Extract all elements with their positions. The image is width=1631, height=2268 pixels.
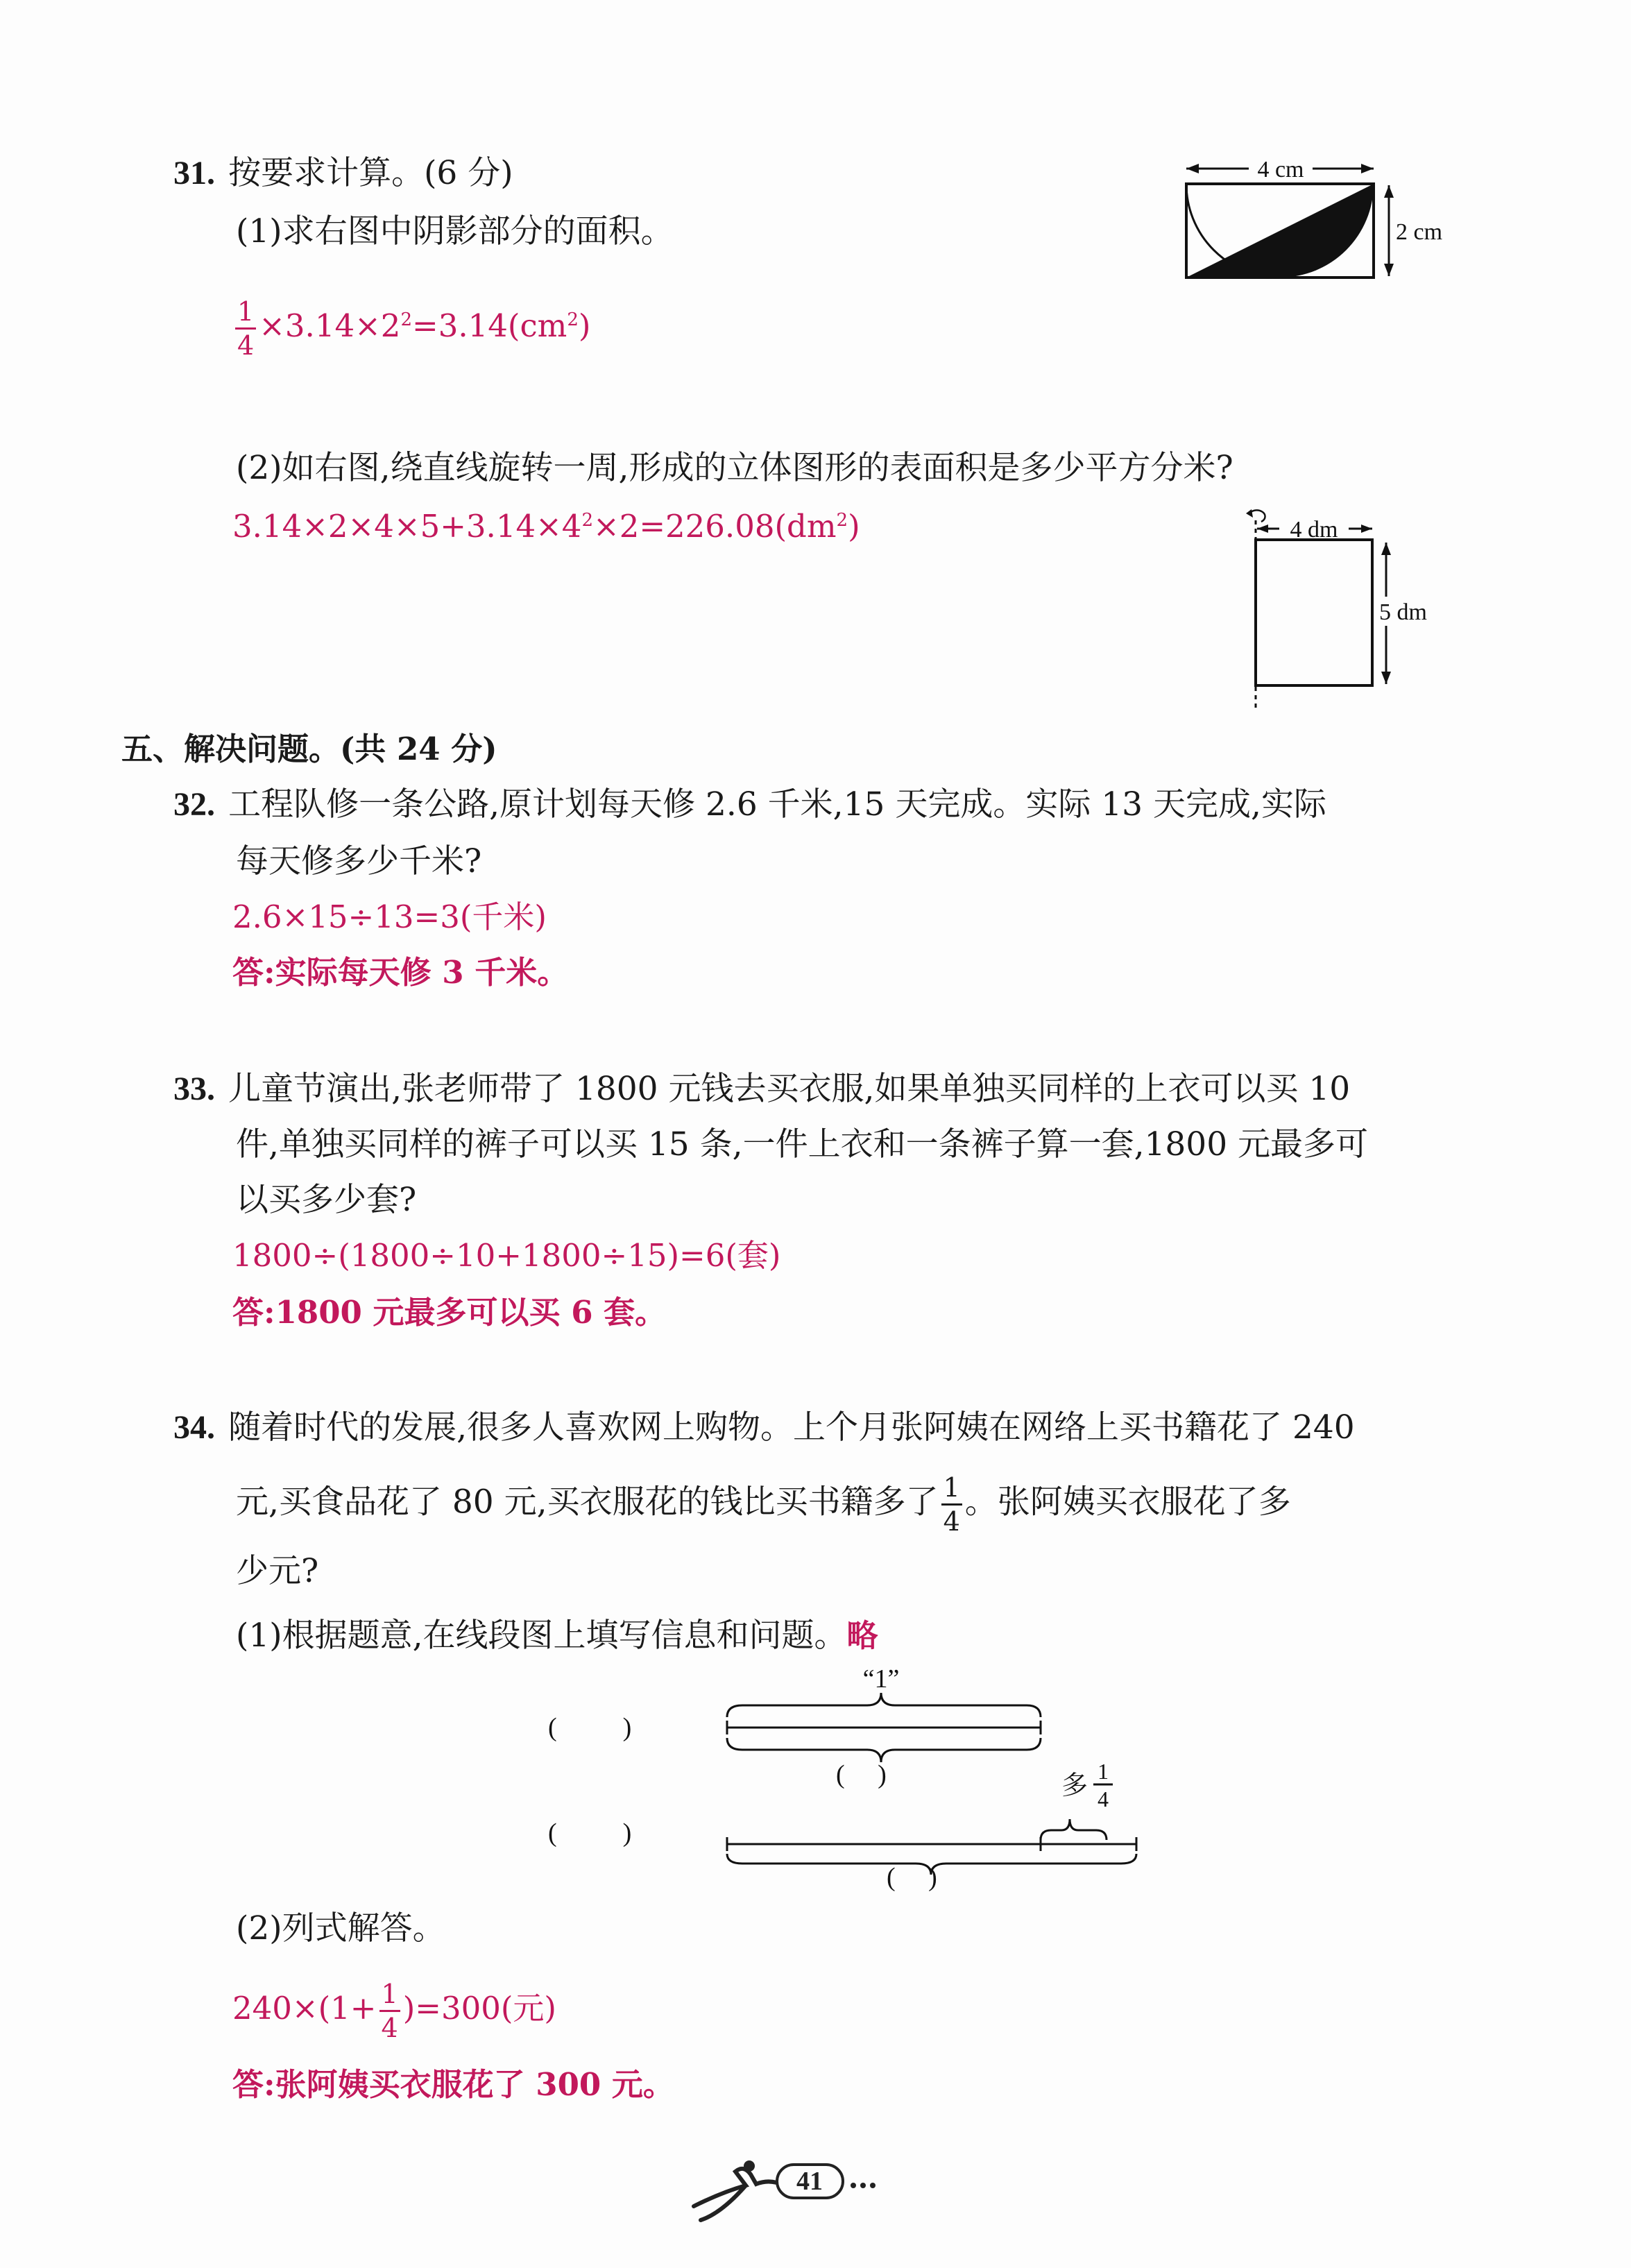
blank-under-1: ( )	[836, 1760, 887, 1789]
q33	[173, 1068, 1350, 1110]
rotation-rectangle-figure	[1221, 506, 1450, 715]
q33-number: 33.	[173, 1071, 215, 1107]
height-label: 5 dm	[1379, 599, 1427, 625]
q34-answer: 答:张阿姨买衣服花了 300 元。	[232, 2066, 674, 2103]
q32-calc: 2.6×15÷13=3(千米)	[232, 898, 547, 935]
q32-number: 32.	[173, 786, 215, 823]
rectangle	[1256, 540, 1372, 685]
q31-part2-prompt: (2)如右图,绕直线旋转一周,形成的立体图形的表面积是多少平方分米?	[236, 449, 1233, 487]
q32	[173, 784, 1326, 826]
q34-part1-prompt: (1)根据题意,在线段图上填写信息和问题。	[236, 1617, 847, 1655]
width-label: 4 cm	[1257, 157, 1304, 182]
bottom-brace	[727, 1738, 1041, 1762]
q34	[173, 1407, 1355, 1449]
width-label: 4 dm	[1290, 517, 1338, 543]
q31-title: 按要求计算。(6 分)	[228, 154, 513, 192]
running-figure-icon	[694, 2169, 784, 2220]
shaded-rectangle-figure	[1172, 149, 1450, 281]
footer-logo	[680, 2144, 888, 2227]
q31-part1-prompt: (1)求右图中阴影部分的面积。	[236, 212, 674, 250]
height-label: 2 cm	[1396, 219, 1443, 245]
q32-line1: 工程队修一条公路,原计划每天修 2.6 千米,15 天完成。实际 13 天完成,实际	[228, 785, 1326, 824]
q34-line1: 随着时代的发展,很多人喜欢网上购物。上个月张阿姨在网络上买书籍花了 240	[228, 1408, 1355, 1447]
q34-line2: 元,买食品花了 80 元,买衣服花的钱比买书籍多了 $\frac{1}{4}$ 。张阿姨买衣服花了多	[236, 1472, 1291, 1537]
q34-calc: 240×(1+ $\frac{1}{4}$ )=300(元)	[232, 1979, 556, 2043]
q33-answer: 答:1800 元最多可以买 6 套。	[232, 1294, 667, 1331]
shaded-region	[1186, 184, 1374, 278]
blank-left-2: ( )	[548, 1818, 632, 1848]
fraction: $\frac{1}{4}$	[235, 298, 256, 359]
blank-under-2: ( )	[887, 1863, 937, 1892]
q34-part1	[236, 1615, 878, 1657]
top-label: “1”	[862, 1664, 900, 1694]
q33-line1: 儿童节演出,张老师带了 1800 元钱去买衣服,如果单独买同样的上衣可以买 10	[228, 1070, 1351, 1108]
more-frac-num: 1	[1098, 1759, 1109, 1784]
extra-brace	[1041, 1819, 1107, 1840]
section-title: 五、解决问题。(共 24 分)	[121, 731, 497, 767]
q34-part1-answer: 略	[846, 1617, 878, 1654]
fraction: $\frac{1}{4}$	[941, 1474, 962, 1535]
q34-number: 34.	[173, 1409, 215, 1446]
blank-left-1: ( )	[548, 1713, 632, 1742]
q33-calc: 1800÷(1800÷10+1800÷15)=6(套)	[232, 1237, 781, 1274]
page-number: 41	[796, 2167, 823, 2196]
q34-part2-prompt: (2)列式解答。	[236, 1909, 445, 1947]
q31-number: 31.	[173, 155, 215, 191]
fraction: $\frac{1}{4}$	[379, 1981, 400, 2041]
more-label: 多	[1061, 1771, 1088, 1800]
q31-part2-answer: $3.14\times 2\times 4\times 5+3.14\times 4^2\times 2=226.08(dm^2)$	[232, 508, 860, 545]
q33-line3: 以买多少套?	[236, 1181, 417, 1219]
q31-part1-answer: $\frac{1}{4}$ $\times 3.14\times 2^2=3.14(cm^2)$	[232, 298, 590, 359]
q34-line3: 少元?	[236, 1552, 319, 1590]
q31-header	[173, 153, 513, 194]
q33-line2: 件,单独买同样的裤子可以买 15 条,一件上衣和一条裤子算一套,1800 元最多可	[236, 1125, 1369, 1163]
more-frac-den: 4	[1098, 1787, 1109, 1811]
top-brace	[727, 1693, 1041, 1717]
q32-answer: 答:实际每天修 3 千米。	[232, 954, 569, 991]
line-segment-diagram	[541, 1658, 1152, 1908]
q32-line2: 每天修多少千米?	[236, 842, 482, 880]
